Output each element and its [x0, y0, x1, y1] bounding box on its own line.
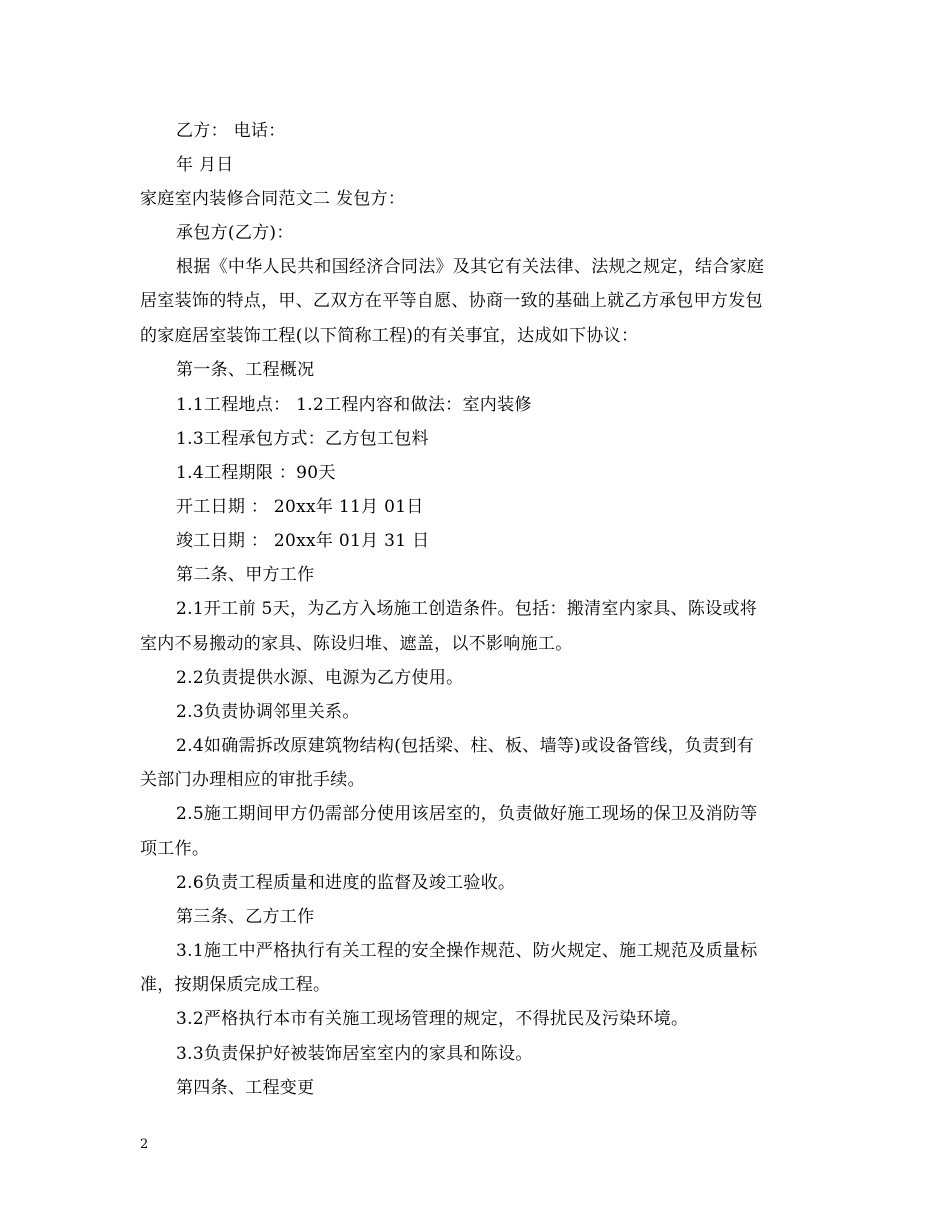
paragraph-line: 的家庭居室装饰工程(以下简称工程)的有关事宜，达成如下协议： — [140, 326, 639, 346]
text-line: 乙方： 电话： — [176, 121, 286, 141]
clause-line: 室内不易搬动的家具、陈设归堆、遮盖，以不影响施工。 — [140, 634, 573, 654]
paragraph-line: 根据《中华人民共和国经济合同法》及其它有关法律、法规之规定，结合家庭 — [176, 257, 765, 277]
clause-line: 2.2负责提供水源、电源为乙方使用。 — [176, 668, 464, 688]
section-heading: 第二条、甲方工作 — [176, 565, 315, 585]
clause-line: 2.3负责协调邻里关系。 — [176, 702, 360, 722]
section-heading: 第四条、工程变更 — [176, 1078, 315, 1098]
text-line: 年 月日 — [176, 155, 234, 175]
clause-line: 1.4工程期限 ：90天 — [176, 463, 336, 483]
section-heading: 第一条、工程概况 — [176, 360, 315, 380]
text-line: 承包方(乙方)： — [176, 223, 294, 243]
text-line: 家庭室内装修合同范文二 发包方： — [140, 189, 406, 209]
page-number: 2 — [140, 1137, 149, 1152]
clause-line: 关部门办理相应的审批手续。 — [140, 770, 365, 790]
paragraph-line: 居室装饰的特点，甲、乙双方在平等自愿、协商一致的基础上就乙方承包甲方发包 — [140, 291, 763, 311]
clause-line: 1.3工程承包方式：乙方包工包料 — [176, 429, 429, 449]
clause-line: 2.5施工期间甲方仍需部分使用该居室的，负责做好施工现场的保卫及消防等 — [176, 804, 758, 824]
clause-line: 3.2严格执行本市有关施工现场管理的规定，不得扰民及污染环境。 — [176, 1009, 689, 1029]
clause-line: 竣工日期 ： 20xx年 01月 31 日 — [176, 531, 430, 551]
clause-line: 2.4如确需拆改原建筑物结构(包括梁、柱、板、墙等)或设备管线，负责到有 — [176, 736, 755, 756]
clause-line: 1.1工程地点： 1.2工程内容和做法：室内装修 — [176, 395, 532, 415]
clause-line: 项工作。 — [140, 839, 210, 859]
clause-line: 2.1开工前 5天，为乙方入场施工创造条件。包括：搬清室内家具、陈设或将 — [176, 599, 758, 619]
section-heading: 第三条、乙方工作 — [176, 907, 315, 927]
clause-line: 2.6负责工程质量和进度的监督及竣工验收。 — [176, 873, 516, 893]
clause-line: 准，按期保质完成工程。 — [140, 975, 331, 995]
clause-line: 3.3负责保护好被装饰居室室内的家具和陈设。 — [176, 1044, 533, 1064]
clause-line: 开工日期 ： 20xx年 11月 01日 — [176, 497, 424, 517]
clause-line: 3.1施工中严格执行有关工程的安全操作规范、防火规定、施工规范及质量标 — [176, 941, 758, 961]
